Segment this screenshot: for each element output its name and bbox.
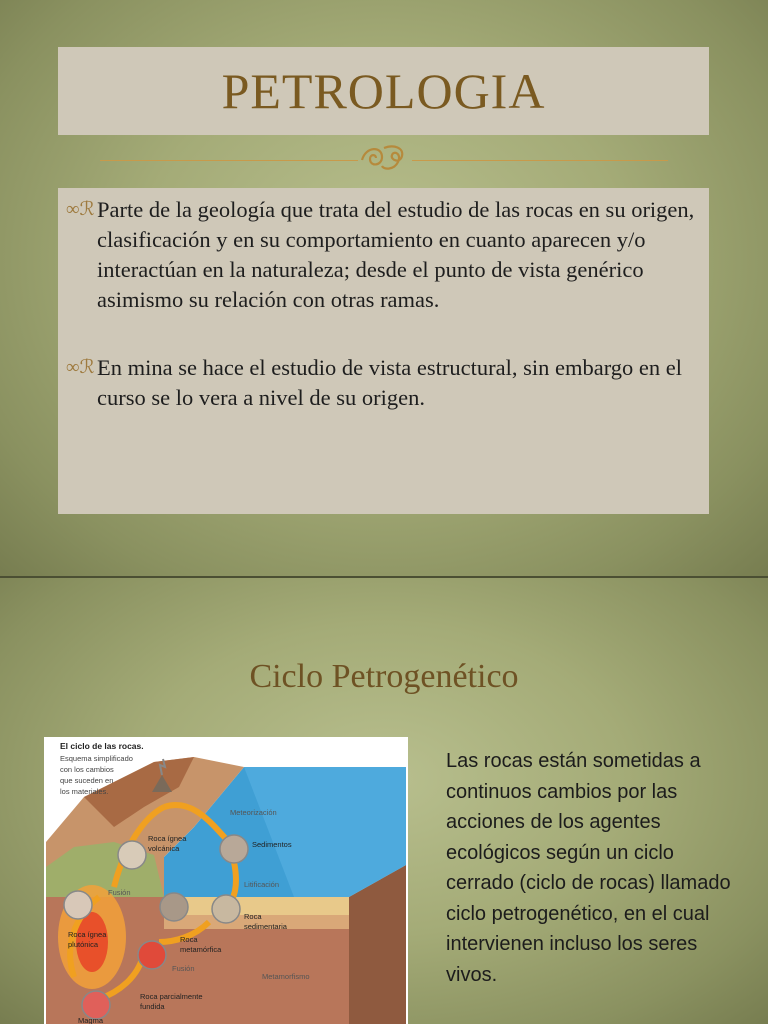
- label-fusion-2: Fusión: [172, 964, 195, 973]
- label-fusion: Fusión: [108, 888, 131, 897]
- rock-sample-partial-melt: [82, 991, 110, 1019]
- label-roca-ignea-plutonica: Roca ígnea: [68, 930, 107, 939]
- rock-sample-sedimentary: [212, 895, 240, 923]
- label-roca-ignea-plutonica: plutónica: [68, 940, 99, 949]
- rock-sample-metamorphic-a: [160, 893, 188, 921]
- label-roca-sedimentaria: sedimentaria: [244, 922, 287, 931]
- label-magma: Magma: [78, 1016, 104, 1024]
- rock-cycle-illustration: [44, 737, 408, 1024]
- rock-sample-metamorphic: [138, 941, 166, 969]
- cycle-description: Las rocas están sometidas a continuos cambios por las acciones de los agentes ecológicos según un ciclo cerrado (ciclo de rocas) llamado ciclo petrogenético, en el cual intervienen incluso los seres vivos.: [446, 750, 731, 986]
- caption-line: con los cambios: [60, 765, 114, 774]
- ornament-line-left: [100, 160, 358, 161]
- label-roca-sedimentaria: Roca: [244, 912, 262, 921]
- bullet-text: En mina se hace el estudio de vista estructural, sin embargo en el curso se lo vera a nivel de su origen.: [97, 355, 683, 410]
- bullet-text: Parte de la geología que trata del estudio de las rocas en su origen, clasificación y en su comportamiento en cuanto aparecen y/o interactúan en la naturaleza; desde el punto de vista genérico asimismo su relación con otras ramas.: [97, 197, 695, 312]
- rock-sample-volcanic: [118, 841, 146, 869]
- slide-title: PETROLOGIA: [221, 63, 546, 119]
- label-roca-ignea-volcanica: Roca ígnea: [148, 834, 187, 843]
- label-roca-metamorfica: metamórfica: [180, 945, 222, 954]
- bullet-item: [66, 353, 706, 413]
- label-litificacion: Litificación: [244, 880, 280, 889]
- bullet-item: [66, 195, 706, 315]
- ornament-line-right: [412, 160, 668, 161]
- rock-sample-plutonic: [64, 891, 92, 919]
- label-meteorizacion: Meteorización: [230, 808, 277, 817]
- caption-line: que suceden en: [60, 776, 114, 785]
- rock-cycle-diagram: [44, 737, 408, 1024]
- label-roca-parcialmente-fundida: fundida: [140, 1002, 165, 1011]
- title-band: [58, 47, 709, 135]
- caption-line: Esquema simplificado: [60, 754, 133, 763]
- rock-sample-sediment: [220, 835, 248, 863]
- label-metamorfismo: Metamorfismo: [262, 972, 310, 981]
- curl-flourish-icon: [358, 140, 412, 174]
- bullet-icon: ∞ℛ: [66, 357, 95, 378]
- label-roca-ignea-volcanica: volcánica: [148, 844, 180, 853]
- caption-title: El ciclo de las rocas.: [60, 741, 144, 751]
- caption-line: los materiales.: [60, 787, 109, 796]
- label-sedimentos: Sedimentos: [252, 840, 292, 849]
- label-roca-metamorfica: Roca: [180, 935, 198, 944]
- bullet-icon: ∞ℛ: [66, 199, 95, 220]
- slide-ciclo-petrogenetico: [0, 578, 768, 1024]
- label-roca-parcialmente-fundida: Roca parcialmente: [140, 992, 203, 1001]
- slide-title: Ciclo Petrogenético: [249, 658, 519, 695]
